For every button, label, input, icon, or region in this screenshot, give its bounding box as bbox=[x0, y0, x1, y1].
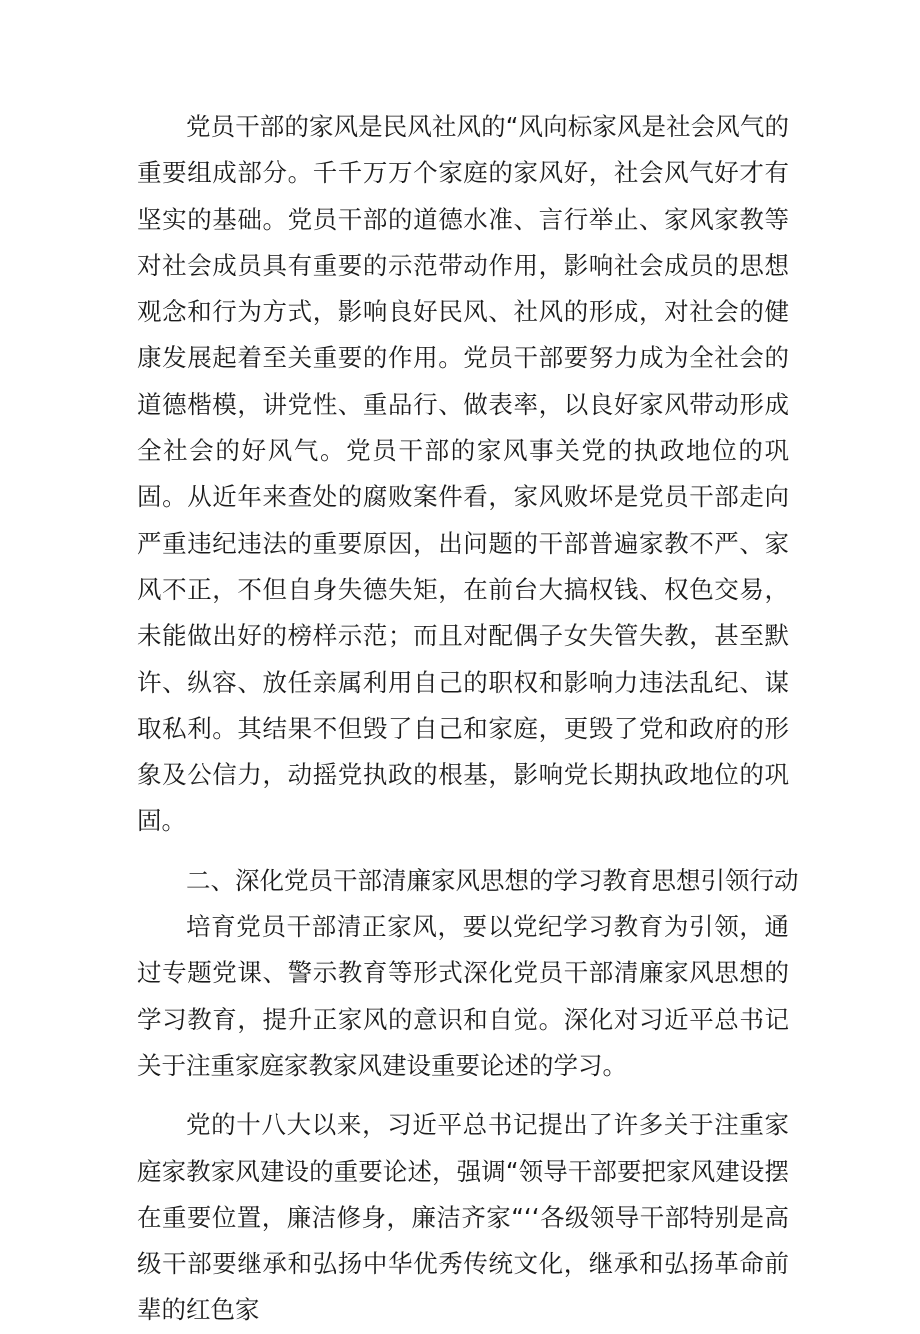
section-heading: 二、深化党员干部清廉家风思想的学习教育思想引领行动 bbox=[186, 865, 799, 895]
paragraph-family-style: 党员干部的家风是民风社风的“风向标家风是社会风气的重要组成部分。千千万万个家庭的家风好，社会风气好才有坚实的基础。党员干部的道德水准、言行举止、家风家教等对社会成员具有重要的示范带动作用，影响社会成员的思想观念和行为方式，影响良好民风、社风的形成，对社会的健康发展起着至关重要的作用。党员干部要努力成为全社会的道德楷模，讲党性、重品行、做表率，以良好家风带动形成全社会的好风气。党员干部的家风事关党的执政地位的巩固。从近年来查处的腐败案件看，家风败坏是党员干部走向严重违纪违法的重要原因，出问题的干部普遍家教不严、家风不正，不但自身失德失矩，在前台大搞权钱、权色交易，未能做出好的榜样示范；而且对配偶子女失管失教，甚至默许、纵容、放任亲属利用自己的职权和影响力违法乱纪、谋取私利。其结果不但毁了自己和家庭，更毁了党和政府的形象及公信力，动摇党执政的根基，影响党长期执政地位的巩固。 bbox=[137, 112, 789, 836]
document-body bbox=[137, 104, 799, 1334]
paragraph-cultivate: 培育党员干部清正家风，要以党纪学习教育为引领，通过专题党课、警示教育等形式深化党员干部清廉家风思想的学习教育，提升正家风的意识和自觉。深化对习近平总书记关于注重家庭家教家风建设重要论述的学习。 bbox=[137, 912, 789, 1080]
paragraph-eighteenth-congress: 党的十八大以来，习近平总书记提出了许多关于注重家庭家教家风建设的重要论述，强调“领导干部要把家风建设摆在重要位置，廉洁修身，廉洁齐家“‘‘各级领导干部特别是高级干部要继承和弘扬中华优秀传统文化，继承和弘扬革命前辈的红色家 bbox=[137, 1110, 789, 1325]
